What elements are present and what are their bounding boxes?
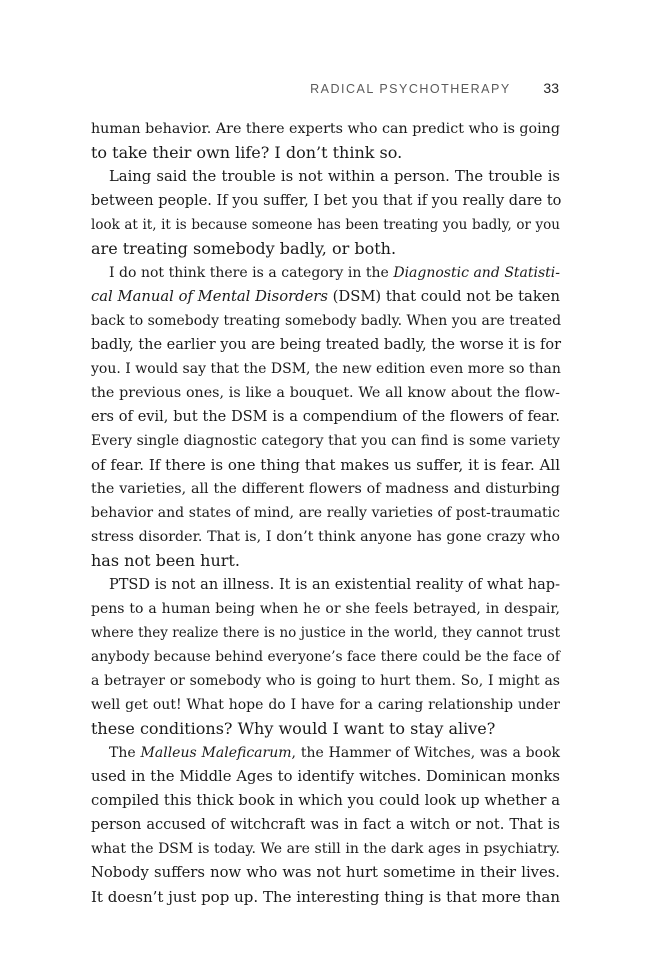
text-line: cal Manual of Mental Disorders (DSM) that could not be taken [91, 288, 560, 305]
body-text [91, 117, 560, 909]
text-line: of fear. If there is one thing that makes us suffer, it is fear. All [91, 456, 560, 474]
text-line: compiled this thick book in which you could look up whether a [91, 792, 560, 809]
running-head [310, 80, 559, 96]
text-line: a betrayer or somebody who is going to hurt them. So, I might as [91, 673, 560, 689]
text-line: anybody because behind everyone’s face there could be the face of [91, 649, 560, 665]
text-line: Every single diagnostic category that you can find is some variety [91, 433, 560, 449]
running-head-title: RADICAL PSYCHOTHERAPY [310, 82, 511, 96]
text-line: stress disorder. That is, I don’t think anyone has gone crazy who [91, 529, 560, 545]
page-number: 33 [543, 80, 559, 96]
paragraph [91, 165, 560, 261]
text-line: the previous ones, is like a bouquet. We all know about the flow- [91, 385, 560, 401]
text-line: The Malleus Maleficarum, the Hammer of Witches, was a book [109, 745, 560, 761]
text-line: well get out! What hope do I have for a caring relationship under [91, 697, 560, 713]
text-line: used in the Middle Ages to identify witches. Dominican monks [91, 768, 560, 785]
text-line: what the DSM is today. We are still in the dark ages in psychiatry. [91, 841, 560, 857]
paragraph [91, 741, 560, 909]
text-line: PTSD is not an illness. It is an existential reality of what hap- [109, 577, 560, 593]
text-line: look at it, it is because someone has been treating you badly, or you [91, 217, 560, 233]
text-line: you. I would say that the DSM, the new edition even more so than [91, 361, 561, 377]
text-line: ers of evil, but the DSM is a compendium of the flowers of fear. [91, 409, 560, 425]
text-line: are treating somebody badly, or both. [91, 239, 397, 258]
text-line: Nobody suffers now who was not hurt sometime in their lives. [91, 864, 560, 881]
text-line: between people. If you suffer, I bet you that if you really dare to [91, 193, 562, 209]
text-line: to take their own life? I don’t think so. [91, 143, 403, 162]
text-line: badly, the earlier you are being treated badly, the worse it is for [91, 337, 562, 353]
text-line: back to somebody treating somebody badly. When you are treated [91, 313, 562, 329]
text-line: pens to a human being when he or she feels betrayed, in despair, [91, 601, 560, 617]
text-line: It doesn’t just pop up. The interesting thing is that more than [91, 888, 560, 906]
paragraph [91, 261, 560, 573]
text-line: Laing said the trouble is not within a person. The trouble is [109, 168, 560, 185]
paragraph [91, 117, 560, 165]
text-line: where they realize there is no justice in the world, they cannot trust [91, 625, 560, 641]
text-line: these conditions? Why would I want to stay alive? [91, 719, 496, 738]
text-line: has not been hurt. [91, 551, 240, 570]
paragraph [91, 573, 560, 741]
text-line: behavior and states of mind, are really varieties of post-traumatic [91, 505, 560, 521]
text-line: the varieties, all the different flowers of madness and disturbing [91, 481, 560, 497]
text-line: I do not think there is a category in the Diagnostic and Statisti- [109, 265, 560, 281]
text-line: human behavior. Are there experts who can predict who is going [91, 121, 560, 137]
text-line: person accused of witchcraft was in fact a witch or not. That is [91, 817, 560, 833]
